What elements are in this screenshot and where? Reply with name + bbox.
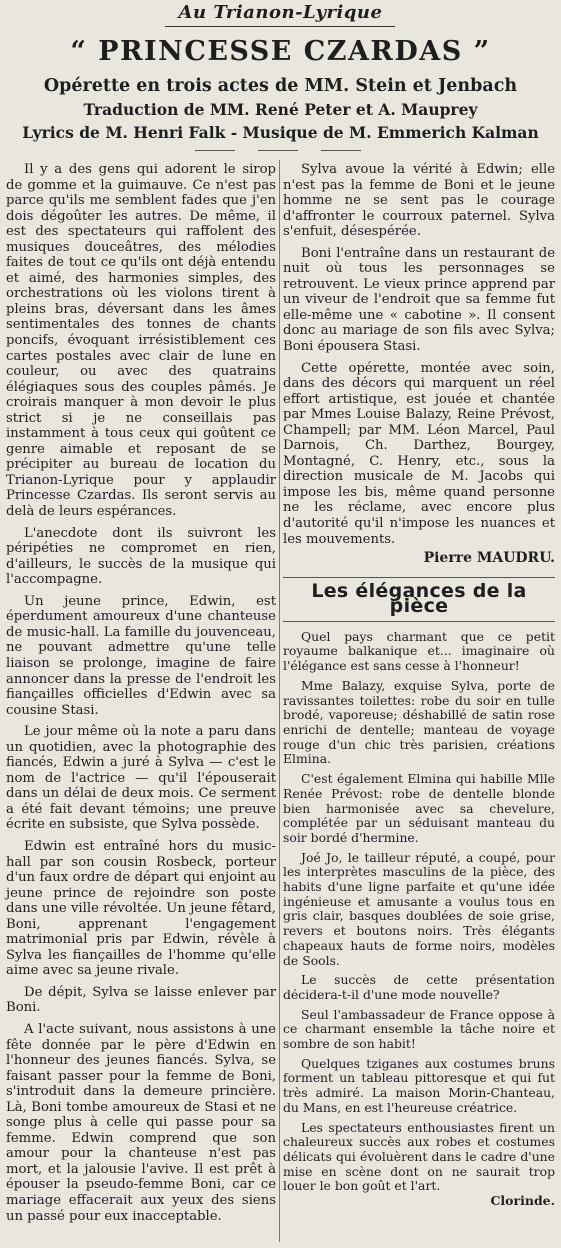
article-signature: Pierre MAUDRU. bbox=[423, 550, 555, 567]
elegances-paragraph: Quelques tziganes aux costumes bruns forment un tableau pittoresque et qui fut très admiré. La maison Morin-Chanteau, du Mans, en est l'heureuse créatrice. bbox=[283, 1055, 555, 1115]
article-paragraph: Cette opérette, montée avec soin, dans des décors qui marquent un réel effort artistique, est jouée et chantée par Mmes Louise Balazy, Reine Prévost, Champell; par MM. Léon Marcel, Paul Darnois, Ch. Darthez, Bourgey, Montagné, C. Henry, etc., sous la direction musicale de M. Jacobs qui impose les bis, même quand personne ne les réclame, avec encore plus d'autorité qu'il n'impose les nuances et les mouvements. bbox=[283, 360, 555, 547]
music-credit: Lyrics de M. Henri Falk - Musique de M. Emmerich Kalman bbox=[22, 123, 539, 142]
elegances-paragraph: Quel pays charmant que ce petit royaume balkanique et... imaginaire où l'élégance est sans cesse à l'honneur! bbox=[283, 628, 555, 674]
divider-dash bbox=[321, 150, 361, 151]
elegances-paragraph: Le succès de cette présentation décidera-t-il d'une mode nouvelle? bbox=[283, 972, 555, 1002]
article-paragraph: Un jeune prince, Edwin, est éperdument amoureux d'une chanteuse de music-hall. La famille du jouvenceau, ne pouvant admettre qu'une telle liaison se prolonge, imagine de faire annoncer dans la presse de l'endroit les fiançailles officielles d'Edwin avec sa cousine Stasi. bbox=[6, 593, 276, 718]
section-divider bbox=[283, 577, 555, 578]
section-rubric: Au Trianon-Lyrique bbox=[178, 2, 383, 23]
elegances-paragraph: Mme Balazy, exquise Sylva, porte de ravissantes toilettes: robe du soir en tulle brodé, vaporeuse; déshabillé de satin rose enrichi de dentelle; manteau de voyage rouge d'un chic très parisien, créations Elmina. bbox=[283, 677, 555, 767]
article-column-left bbox=[6, 162, 276, 1224]
elegances-paragraph: Seul l'ambassadeur de France oppose à ce charmant ensemble la tâche noire et sombre de son habit! bbox=[283, 1006, 555, 1052]
article-paragraph: Boni l'entraîne dans un restaurant de nuit où tous les personnages se retrouvent. Le vieux prince apprend par un viveur de l'endroit que sa femme fut elle-même une « cabotine ». Il consent donc au mariage de son fils avec Sylva; Boni épousera Stasi. bbox=[283, 245, 555, 355]
column-rule bbox=[279, 160, 280, 1242]
article-column-right bbox=[283, 162, 555, 1209]
article-subtitle: Opérette en trois actes de MM. Stein et Jenbach bbox=[43, 76, 518, 96]
elegances-signature: Clorinde. bbox=[490, 1193, 555, 1209]
article-paragraph: Sylva avoue la vérité à Edwin; elle n'est pas la femme de Boni et le jeune homme ne se sent pas le courage d'affronter le courroux paternel. Sylva s'enfuit, désespérée. bbox=[283, 162, 555, 240]
divider-dash bbox=[195, 150, 235, 151]
elegances-paragraph: C'est également Elmina qui habille Mlle Renée Prévost: robe de dentelle blonde bien harmonisée avec sa chevelure, complétée par un séduisant manteau du soir bordé d'hermine. bbox=[283, 771, 555, 845]
article-paragraph: Edwin est entraîné hors du music-hall par son cousin Rosbeck, porteur d'un faux ordre de départ qui enjoint au jeune prince de rejoindre son poste dans une ville révoltée. Un jeune fêtard, Boni, apprenant l'engagement matrimonial pris par Edwin, révèle à Sylva les fiançailles de l'homme qu'elle aime avec sa jeune rivale. bbox=[6, 838, 276, 979]
section-divider bbox=[283, 621, 555, 622]
article-title: “ PRINCESSE CZARDAS ” bbox=[70, 36, 491, 67]
elegances-paragraph: Joé Jo, le tailleur réputé, a coupé, pour les interprètes masculins de la pièce, des habits d'une ligne parfaite et qu'une idée ingénieuse et amusante a voulus tous en gris clair, basques doublées de soie grise, revers et boutons noirs. Très élégants chapeaux hauts de forme noirs, modèles de Sools. bbox=[283, 849, 555, 968]
divider-dash bbox=[258, 150, 298, 151]
article-paragraph: Il y a des gens qui adorent le sirop de gomme et la guimauve. Ce n'est pas parce qu'ils me semblent fades que j'en dois dégoûter les autres. De même, il est des spectateurs qui raffolent des musiques douceâtres, des mélodies faites de tout ce qu'ils ont déjà entendu et aimé, des harmonies simples, des orchestrations où les violons tirent à pleins bras, déversant dans les âmes sentimentales des tonnes de chants poncifs, évoquant irrésistiblement ces cartes postales avec clair de lune en couleur, ou avec des quatrains élégiaques sous des couples pâmés. Je croirais manquer à mon devoir le plus strict si je ne conseillais pas instamment à tous ceux qui goûtent ce genre aimable et reposant de se précipiter au bureau de location du Trianon-Lyrique pour y applaudir Princesse Czardas. Ils seront servis au delà de leurs espérances. bbox=[6, 162, 276, 520]
article-paragraph: Le jour même où la note a paru dans un quotidien, avec la photographie des fiancés, Edwin a juré à Sylva — c'est le nom de l'actrice — qu'il l'épouserait dans un délai de deux mois. Ce serment a été fait devant témoins; une preuve écrite en subsiste, que Sylva possède. bbox=[6, 724, 276, 833]
article-paragraph: A l'acte suivant, nous assistons à une fête donnée par le père d'Edwin en l'honneur des jeunes fiancés. Sylva, se faisant passer pour la femme de Boni, s'introduit dans la demeure princière. Là, Boni tombe amoureux de Stasi et ne songe plus à celle qui passe pour sa femme. Edwin comprend que son amour pour la chanteuse n'est pas mort, et la jalousie l'avive. Il est prêt à épouser la pseudo-femme Boni, car ce mariage effacerait aux yeux des siens un passé pour eux inacceptable. bbox=[6, 1021, 276, 1224]
translation-credit: Traduction de MM. René Peter et A. Mauprey bbox=[83, 100, 478, 119]
rubric-underline bbox=[165, 26, 395, 27]
elegances-title: Les élégances de la pièce bbox=[311, 579, 527, 618]
article-paragraph: L'anecdote dont ils suivront les péripéties ne compromet en rien, d'ailleurs, le succès de la musique qui l'accompagne. bbox=[6, 525, 276, 588]
article-paragraph: De dépit, Sylva se laisse enlever par Boni. bbox=[6, 984, 276, 1016]
elegances-body bbox=[283, 630, 555, 1209]
elegances-paragraph: Les spectateurs enthousiastes firent un chaleureux succès aux robes et costumes délicats qui évoluèrent dans le cadre d'une mise en scène dont on ne saurait trop louer le bon goût et l'art. bbox=[283, 1119, 555, 1194]
